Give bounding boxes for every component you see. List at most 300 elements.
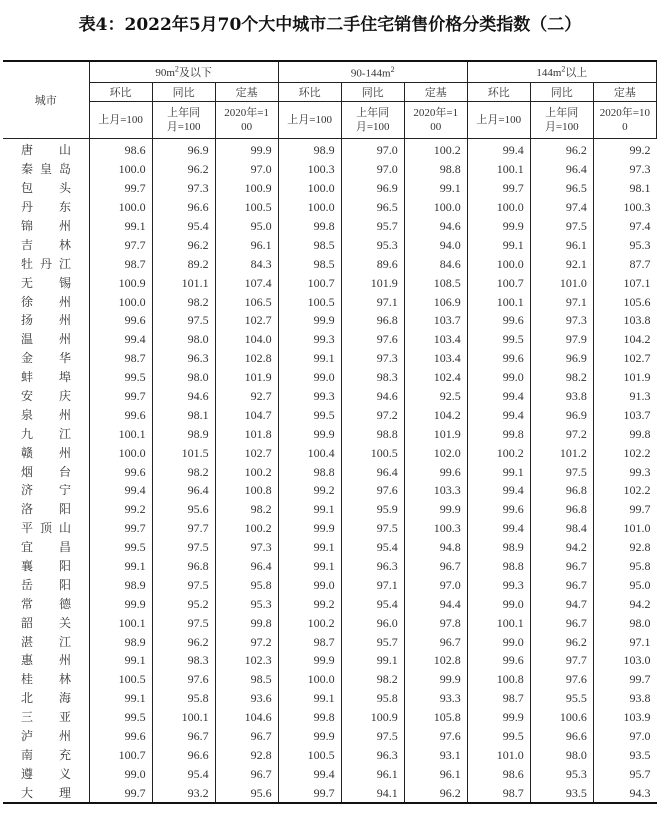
index-value: 97.0 <box>404 575 467 594</box>
index-value: 94.2 <box>593 594 656 613</box>
index-value: 92.5 <box>404 387 467 406</box>
index-value: 96.6 <box>152 198 215 217</box>
index-value: 99.9 <box>278 519 341 538</box>
index-value: 89.6 <box>341 254 404 273</box>
index-value: 99.1 <box>467 462 530 481</box>
index-value: 96.7 <box>530 557 593 576</box>
index-value: 95.3 <box>593 235 656 254</box>
city-char: 温 <box>21 332 34 347</box>
city-name <box>3 254 89 273</box>
index-value: 99.5 <box>89 708 152 727</box>
index-value: 95.6 <box>152 500 215 519</box>
index-value: 99.7 <box>89 179 152 198</box>
index-value: 87.7 <box>593 254 656 273</box>
index-value: 102.3 <box>215 651 278 670</box>
index-value: 95.0 <box>593 575 656 594</box>
index-value: 99.6 <box>89 727 152 746</box>
city-char: 吉 <box>21 237 34 252</box>
index-value: 99.1 <box>404 179 467 198</box>
index-value: 98.7 <box>467 689 530 708</box>
index-value: 104.2 <box>593 330 656 349</box>
index-value: 99.9 <box>404 500 467 519</box>
index-value: 101.5 <box>152 443 215 462</box>
city-char: 州 <box>58 313 71 328</box>
unit-line: 上年同 <box>545 107 579 119</box>
city-name <box>3 462 89 481</box>
city-char: 岛 <box>58 162 71 177</box>
index-value: 93.6 <box>215 689 278 708</box>
index-value: 100.0 <box>404 198 467 217</box>
city-char: 秦 <box>21 162 34 177</box>
index-value: 96.0 <box>341 613 404 632</box>
index-value: 96.7 <box>215 727 278 746</box>
table-row <box>3 746 657 765</box>
city-name <box>3 519 89 538</box>
city-char: 北 <box>21 691 34 706</box>
city-char: 牡 <box>21 256 34 271</box>
index-value: 99.2 <box>278 594 341 613</box>
table-row <box>3 311 657 330</box>
index-value: 98.8 <box>278 462 341 481</box>
city-name <box>3 198 89 217</box>
index-value: 101.9 <box>593 368 656 387</box>
index-value: 99.2 <box>278 481 341 500</box>
index-value: 100.7 <box>89 746 152 765</box>
index-value: 100.5 <box>278 746 341 765</box>
group-label: 90m <box>155 67 175 79</box>
sub-header: 定基 <box>404 83 467 102</box>
index-value: 96.9 <box>530 349 593 368</box>
table-row <box>3 424 657 443</box>
city-char: 州 <box>58 332 71 347</box>
index-value: 96.7 <box>215 764 278 783</box>
index-value: 100.7 <box>278 273 341 292</box>
index-value: 100.3 <box>404 519 467 538</box>
city-char: 九 <box>21 426 34 441</box>
index-value: 99.1 <box>278 557 341 576</box>
table-row <box>3 764 657 783</box>
city-char: 昌 <box>58 540 71 555</box>
index-value: 95.4 <box>152 764 215 783</box>
unit-line: 2020年=1 <box>413 107 459 119</box>
city-char: 阳 <box>58 502 71 517</box>
index-value: 101.9 <box>404 424 467 443</box>
city-char: 丹 <box>39 256 52 271</box>
index-value: 99.3 <box>467 575 530 594</box>
city-char: 赣 <box>21 445 34 460</box>
city-char: 顶 <box>39 521 52 536</box>
city-name <box>3 160 89 179</box>
city-char: 蚌 <box>21 370 34 385</box>
index-value: 98.7 <box>278 632 341 651</box>
city-char: 阳 <box>58 559 71 574</box>
index-value: 105.8 <box>404 708 467 727</box>
sub-header: 同比 <box>152 83 215 102</box>
index-value: 93.2 <box>152 783 215 803</box>
city-char: 阳 <box>58 577 71 592</box>
index-value: 101.0 <box>530 273 593 292</box>
index-value: 99.4 <box>467 519 530 538</box>
city-name <box>3 500 89 519</box>
group-label-sup: 2 <box>174 64 179 74</box>
city-name <box>3 538 89 557</box>
index-value: 103.7 <box>593 405 656 424</box>
group-header-1 <box>278 61 467 83</box>
index-value: 96.4 <box>341 462 404 481</box>
table-row <box>3 368 657 387</box>
index-value: 100.5 <box>278 292 341 311</box>
index-value: 96.5 <box>341 198 404 217</box>
index-value: 103.8 <box>593 311 656 330</box>
city-char: 桂 <box>21 672 34 687</box>
index-value: 95.8 <box>593 557 656 576</box>
unit-header <box>593 102 656 139</box>
table-row <box>3 538 657 557</box>
index-value: 97.4 <box>530 198 593 217</box>
index-value: 96.6 <box>152 746 215 765</box>
city-name <box>3 139 89 160</box>
city-name <box>3 557 89 576</box>
city-char: 大 <box>21 785 34 800</box>
sub-header: 环比 <box>89 83 152 102</box>
unit-header <box>467 102 530 139</box>
index-value: 98.7 <box>89 254 152 273</box>
index-value: 93.5 <box>593 746 656 765</box>
index-value: 94.8 <box>404 538 467 557</box>
index-value: 97.4 <box>593 217 656 236</box>
index-value: 97.1 <box>341 292 404 311</box>
city-char: 宁 <box>58 483 71 498</box>
city-char: 湛 <box>21 634 34 649</box>
table-row <box>3 462 657 481</box>
index-value: 97.2 <box>215 632 278 651</box>
table-row <box>3 254 657 273</box>
index-value: 97.0 <box>215 160 278 179</box>
table-row <box>3 575 657 594</box>
index-value: 100.9 <box>215 179 278 198</box>
index-value: 98.2 <box>152 292 215 311</box>
index-value: 94.4 <box>404 594 467 613</box>
index-value: 96.3 <box>341 557 404 576</box>
index-value: 102.7 <box>215 311 278 330</box>
index-value: 98.7 <box>89 349 152 368</box>
index-value: 99.6 <box>467 651 530 670</box>
index-value: 99.1 <box>89 689 152 708</box>
unit-line: 上年同 <box>167 107 201 119</box>
index-value: 104.0 <box>215 330 278 349</box>
unit-header <box>89 102 152 139</box>
index-value: 99.5 <box>467 330 530 349</box>
index-value: 99.4 <box>467 387 530 406</box>
index-value: 100.7 <box>467 273 530 292</box>
index-value: 99.9 <box>467 217 530 236</box>
index-value: 98.0 <box>152 330 215 349</box>
index-value: 108.5 <box>404 273 467 292</box>
index-value: 107.1 <box>593 273 656 292</box>
index-value: 100.2 <box>404 139 467 160</box>
index-value: 103.9 <box>593 708 656 727</box>
index-value: 99.9 <box>278 727 341 746</box>
index-value: 103.3 <box>404 481 467 500</box>
group-header-2 <box>467 61 656 83</box>
city-name <box>3 708 89 727</box>
group-label-suffix: 以上 <box>565 67 588 79</box>
index-value: 100.0 <box>89 292 152 311</box>
index-value: 100.0 <box>278 198 341 217</box>
sub-header: 同比 <box>341 83 404 102</box>
index-value: 84.6 <box>404 254 467 273</box>
index-value: 92.1 <box>530 254 593 273</box>
group-header-0 <box>89 61 278 83</box>
index-value: 102.2 <box>593 481 656 500</box>
index-value: 96.7 <box>530 613 593 632</box>
index-value: 98.8 <box>404 160 467 179</box>
index-value: 100.0 <box>467 254 530 273</box>
index-value: 95.2 <box>152 594 215 613</box>
index-value: 97.9 <box>530 330 593 349</box>
index-value: 96.3 <box>152 349 215 368</box>
table-row <box>3 405 657 424</box>
index-value: 101.0 <box>467 746 530 765</box>
city-name <box>3 235 89 254</box>
index-value: 97.7 <box>530 651 593 670</box>
city-char: 惠 <box>21 653 34 668</box>
city-name <box>3 179 89 198</box>
index-value: 104.7 <box>215 405 278 424</box>
index-value: 99.4 <box>467 139 530 160</box>
table-row <box>3 670 657 689</box>
index-value: 95.0 <box>215 217 278 236</box>
index-value: 98.6 <box>467 764 530 783</box>
unit-line: 月=100 <box>544 121 579 133</box>
index-value: 102.2 <box>593 443 656 462</box>
column-header-city: 城市 <box>3 61 89 139</box>
index-value: 97.6 <box>341 481 404 500</box>
unit-line: 00 <box>241 121 253 133</box>
index-value: 96.9 <box>530 405 593 424</box>
index-value: 97.1 <box>341 575 404 594</box>
index-value: 95.4 <box>341 594 404 613</box>
city-char: 州 <box>58 219 71 233</box>
index-value: 100.2 <box>215 462 278 481</box>
city-char: 山 <box>58 521 71 536</box>
index-value: 100.3 <box>593 198 656 217</box>
index-value: 99.8 <box>467 424 530 443</box>
index-value: 99.6 <box>467 500 530 519</box>
city-char: 东 <box>58 200 71 215</box>
index-value: 99.5 <box>467 727 530 746</box>
index-value: 99.6 <box>89 405 152 424</box>
index-value: 96.3 <box>341 746 404 765</box>
index-value: 96.1 <box>404 764 467 783</box>
table-row <box>3 330 657 349</box>
index-value: 99.5 <box>89 538 152 557</box>
city-name <box>3 217 89 236</box>
city-char: 遵 <box>21 766 34 781</box>
index-value: 92.8 <box>593 538 656 557</box>
city-char: 山 <box>58 143 71 158</box>
index-value: 97.6 <box>530 670 593 689</box>
city-name <box>3 311 89 330</box>
index-value: 98.2 <box>152 462 215 481</box>
city-char: 头 <box>58 181 71 196</box>
index-value: 97.5 <box>530 462 593 481</box>
index-value: 95.7 <box>341 217 404 236</box>
index-value: 98.1 <box>152 405 215 424</box>
index-value: 100.1 <box>89 424 152 443</box>
city-name <box>3 651 89 670</box>
index-value: 95.4 <box>341 538 404 557</box>
group-label: 90-144m <box>350 67 391 80</box>
index-value: 96.8 <box>530 500 593 519</box>
index-value: 99.1 <box>89 217 152 236</box>
index-value: 98.9 <box>89 632 152 651</box>
city-char: 唐 <box>21 143 34 158</box>
city-char: 州 <box>58 729 71 744</box>
city-name <box>3 689 89 708</box>
index-value: 98.3 <box>152 651 215 670</box>
index-value: 99.8 <box>278 708 341 727</box>
index-value: 99.0 <box>89 764 152 783</box>
index-value: 100.3 <box>278 160 341 179</box>
index-value: 97.3 <box>530 311 593 330</box>
index-value: 94.0 <box>404 235 467 254</box>
index-value: 99.1 <box>278 349 341 368</box>
index-value: 99.9 <box>278 651 341 670</box>
index-value: 100.5 <box>215 198 278 217</box>
index-value: 100.0 <box>89 443 152 462</box>
index-value: 99.1 <box>278 689 341 708</box>
index-value: 95.8 <box>215 575 278 594</box>
index-value: 93.5 <box>530 783 593 803</box>
index-value: 103.4 <box>404 349 467 368</box>
index-value: 99.8 <box>278 217 341 236</box>
index-value: 99.4 <box>89 481 152 500</box>
index-value: 101.8 <box>215 424 278 443</box>
index-value: 98.9 <box>278 139 341 160</box>
index-value: 95.4 <box>152 217 215 236</box>
unit-line: 月=100 <box>355 121 390 133</box>
index-value: 103.7 <box>404 311 467 330</box>
index-value: 97.5 <box>152 575 215 594</box>
index-value: 100.8 <box>467 670 530 689</box>
index-value: 97.6 <box>152 670 215 689</box>
index-value: 100.1 <box>89 613 152 632</box>
table-row <box>3 198 657 217</box>
city-name <box>3 481 89 500</box>
index-value: 102.8 <box>215 349 278 368</box>
table-row <box>3 217 657 236</box>
index-value: 96.8 <box>341 311 404 330</box>
city-name <box>3 424 89 443</box>
city-char: 林 <box>58 672 71 687</box>
table-title: 表4：2022年5月70个大中城市二手住宅销售价格分类指数（二） <box>78 15 582 35</box>
table-row <box>3 481 657 500</box>
index-value: 107.4 <box>215 273 278 292</box>
unit-header <box>341 102 404 139</box>
index-value: 93.1 <box>404 746 467 765</box>
group-label: 144m <box>536 67 562 79</box>
city-char: 德 <box>58 596 71 611</box>
index-value: 98.4 <box>530 519 593 538</box>
index-value: 95.3 <box>530 764 593 783</box>
index-value: 99.4 <box>467 481 530 500</box>
table-row <box>3 651 657 670</box>
index-value: 99.7 <box>89 519 152 538</box>
index-value: 84.3 <box>215 254 278 273</box>
group-label-sup: 2 <box>561 64 566 74</box>
index-value: 97.0 <box>341 139 404 160</box>
city-char: 埠 <box>58 370 71 385</box>
index-value: 99.0 <box>467 368 530 387</box>
index-value: 99.6 <box>89 462 152 481</box>
index-value: 97.5 <box>152 311 215 330</box>
index-value: 98.2 <box>530 368 593 387</box>
index-value: 100.6 <box>530 708 593 727</box>
index-value: 96.2 <box>152 632 215 651</box>
index-value: 99.9 <box>467 708 530 727</box>
index-value: 95.9 <box>341 500 404 519</box>
index-value: 97.3 <box>341 349 404 368</box>
index-value: 99.7 <box>278 783 341 803</box>
index-value: 99.7 <box>89 387 152 406</box>
city-char: 泸 <box>21 729 34 744</box>
city-char: 充 <box>58 747 71 762</box>
city-char: 海 <box>58 691 71 706</box>
index-value: 96.2 <box>152 235 215 254</box>
table-row <box>3 613 657 632</box>
index-value: 100.1 <box>467 292 530 311</box>
index-value: 99.1 <box>467 235 530 254</box>
index-value: 95.3 <box>341 235 404 254</box>
sub-header: 环比 <box>278 83 341 102</box>
table-row <box>3 727 657 746</box>
sub-header: 定基 <box>593 83 656 102</box>
index-value: 99.7 <box>467 179 530 198</box>
index-value: 97.5 <box>152 613 215 632</box>
index-value: 99.4 <box>89 330 152 349</box>
index-value: 98.5 <box>215 670 278 689</box>
index-value: 95.7 <box>593 764 656 783</box>
city-char: 州 <box>58 445 71 460</box>
index-value: 99.5 <box>89 368 152 387</box>
city-char: 关 <box>58 615 71 630</box>
index-value: 99.0 <box>467 594 530 613</box>
index-value: 99.2 <box>89 500 152 519</box>
index-value: 96.7 <box>152 727 215 746</box>
index-value: 96.2 <box>530 139 593 160</box>
city-char: 皇 <box>39 162 52 177</box>
index-value: 93.8 <box>593 689 656 708</box>
city-name <box>3 443 89 462</box>
index-value: 100.9 <box>89 273 152 292</box>
index-value: 100.8 <box>215 481 278 500</box>
index-value: 99.2 <box>593 139 656 160</box>
table-row <box>3 783 657 803</box>
index-value: 94.6 <box>341 387 404 406</box>
index-value: 97.0 <box>593 727 656 746</box>
city-char: 义 <box>58 766 71 781</box>
unit-line: 上月=100 <box>476 114 522 126</box>
index-value: 97.3 <box>593 160 656 179</box>
index-value: 100.1 <box>467 613 530 632</box>
index-value: 99.3 <box>278 330 341 349</box>
index-value: 102.7 <box>593 349 656 368</box>
index-value: 102.0 <box>404 443 467 462</box>
index-value: 96.5 <box>530 179 593 198</box>
index-value: 99.3 <box>593 462 656 481</box>
index-value: 99.3 <box>278 387 341 406</box>
